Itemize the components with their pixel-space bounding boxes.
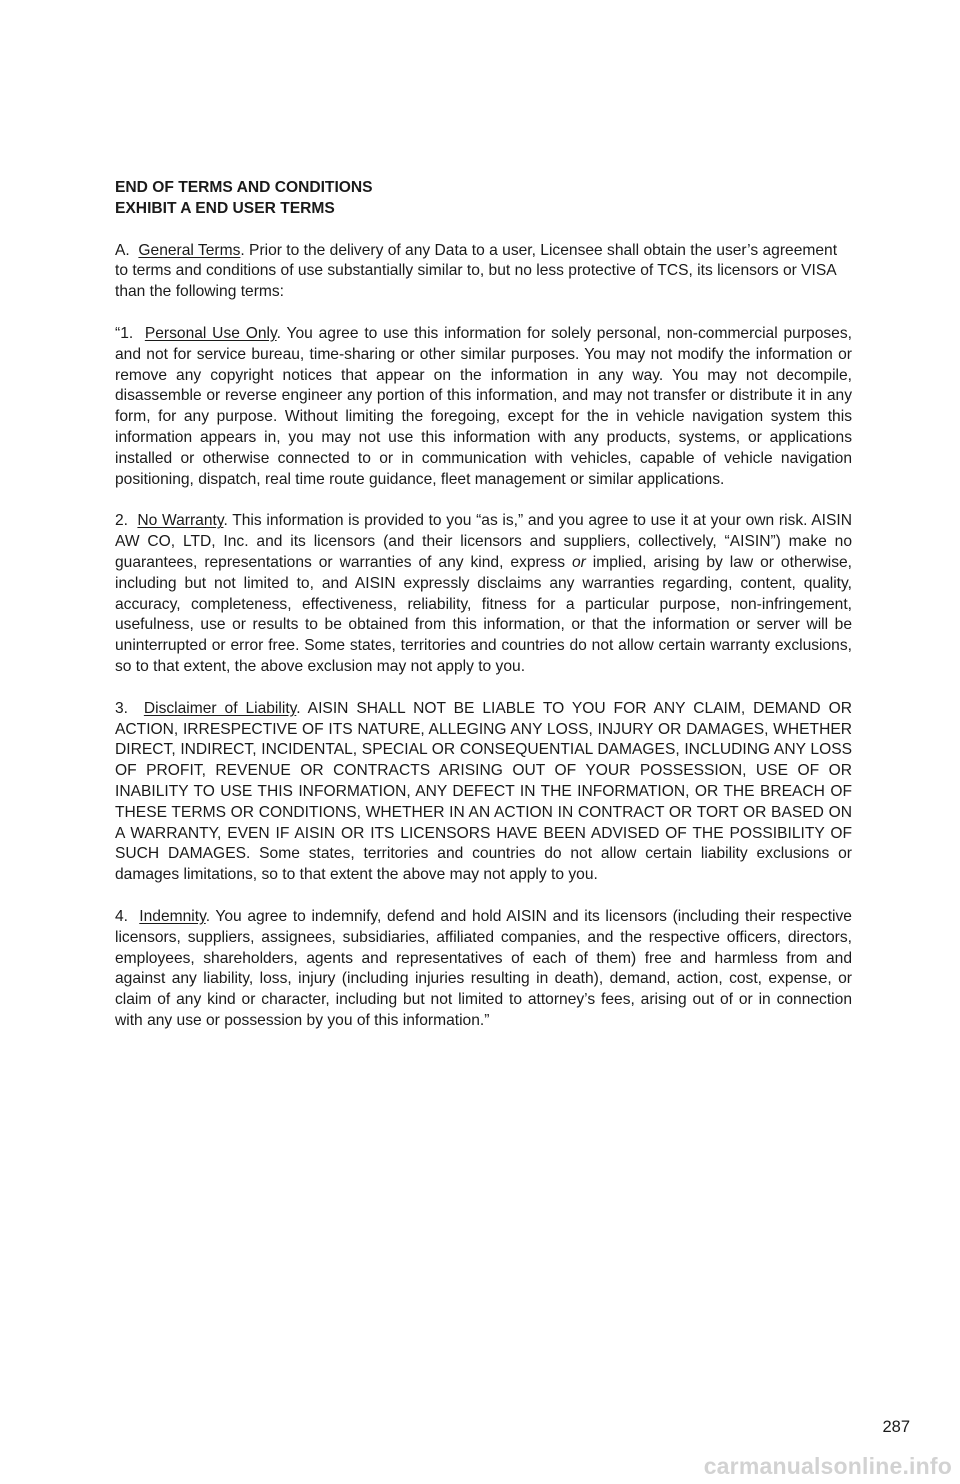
clause-1-title: Personal Use Only	[144, 324, 277, 342]
heading-exhibit-a: EXHIBIT A END USER TERMS	[115, 199, 335, 217]
clause-2-title: No Warranty	[137, 512, 224, 530]
section-a-prefix: A.	[115, 241, 130, 259]
clause-3-text: . AISIN SHALL NOT BE LIABLE TO YOU FOR ANY CLAIM, DEMAND OR ACTION, IRRESPECTIVE OF ITS NATURE, ALLEGING ANY LOSS, INJURY OR DAMAGES, WHETHER DIRECT, INDIRECT, INCIDENTAL, SPECIAL OR CONSEQUENTIAL DAMAGES, INCLUDING ANY LOSS OF PROFIT, REVENUE OR CONTRACTS ARISING OUT OF YOUR POSSESSION, USE OF OR INABILITY TO USE THIS INFORMATION, ANY DEFECT IN THE INFORMATION, OR THE BREACH OF THESE TERMS OR CONDITIONS, WHETHER IN AN ACTION IN CONTRACT OR TORT OR BASED ON A WARRANTY, EVEN IF AISIN OR ITS LICENSORS HAVE BEEN ADVISED OF THE POSSIBILITY OF SUCH DAMAGES. Some states, territories and countries do not allow certain liability exclusions or damages limitations, so to that extent the above may not apply to you.	[115, 699, 852, 884]
clause-4-title: Indemnity	[139, 907, 206, 925]
clause-disclaimer-of-liability	[115, 699, 852, 886]
clause-3-title: Disclaimer of Liability	[143, 699, 297, 717]
clause-3-prefix: 3.	[115, 699, 129, 717]
section-a-text: . Prior to the delivery of any Data to a user, Licensee shall obtain the user’s agreement to terms and conditions of use substantially similar to, but no less protective of TCS, its licensors or VISA than the following terms:	[115, 241, 838, 301]
clause-2-text-after: implied, arising by law or otherwise, including but not limited to, and AISIN expressly disclaims any warranties regarding, content, quality, accuracy, completeness, effectiveness, reliability, fitness for a particular purpose, non-infringement, usefulness, use or results to be obtained from this information, or that the information or server will be uninterrupted or error free. Some states, territories and countries do not allow certain warranty exclusions, so to that extent, the above exclusion may not apply to you.	[115, 553, 853, 675]
heading-end-of-terms: END OF TERMS AND CONDITIONS	[115, 179, 373, 196]
clause-2-text-before: . This information is provided to you “as is,” and you agree to use it at your own risk. AISIN AW CO, LTD, Inc. and its licensors (and their licensors and suppliers, collectively, “AISIN”) make no guarantees, representations or warranties of any kind, express	[115, 512, 852, 571]
clause-1-prefix: “1.	[115, 324, 134, 342]
clause-personal-use-only	[115, 324, 852, 490]
section-a-general-terms	[115, 241, 852, 303]
section-a-title: General Terms	[138, 241, 241, 259]
clause-no-warranty	[115, 511, 852, 677]
clause-2-prefix: 2.	[115, 512, 129, 530]
document-body	[115, 178, 852, 1032]
clause-4-text: . You agree to indemnify, defend and hold AISIN and its licensors (including their respective licensors, suppliers, assignees, subsidiaries, affiliated companies, and the respective officers, directors, employees, shareholders, agents and representatives of each of them) free and harmless from and against any liability, loss, injury (including injuries resulting in death), demand, action, cost, expense, or claim of any kind or character, including but not limited to attorney’s fees, arising out of or in connection with any use or possession by you of this information.”	[115, 907, 852, 1029]
watermark: carmanualsonline.info	[703, 1453, 952, 1479]
clause-indemnity	[115, 907, 852, 1032]
clause-4-prefix: 4.	[115, 907, 129, 925]
page-number: 287	[882, 1418, 910, 1436]
clause-1-text: . You agree to use this information for solely personal, non-commercial purposes, and not for service bureau, time-sharing or other similar purposes. You may not modify the information or remove any copyright notices that appear on the information in any way. You may not decompile, disassemble or reverse engineer any portion of this information, and may not transfer or distribute it in any form, for any purpose. Without limiting the foregoing, except for the in vehicle navigation system this information appears in, you may not use this information with any products, systems, or applications installed or otherwise connected to or in communication with vehicles, capable of vehicle navigation positioning, dispatch, real time route guidance, fleet management or similar applications.	[115, 324, 852, 488]
clause-2-italic-or: or	[571, 553, 586, 571]
